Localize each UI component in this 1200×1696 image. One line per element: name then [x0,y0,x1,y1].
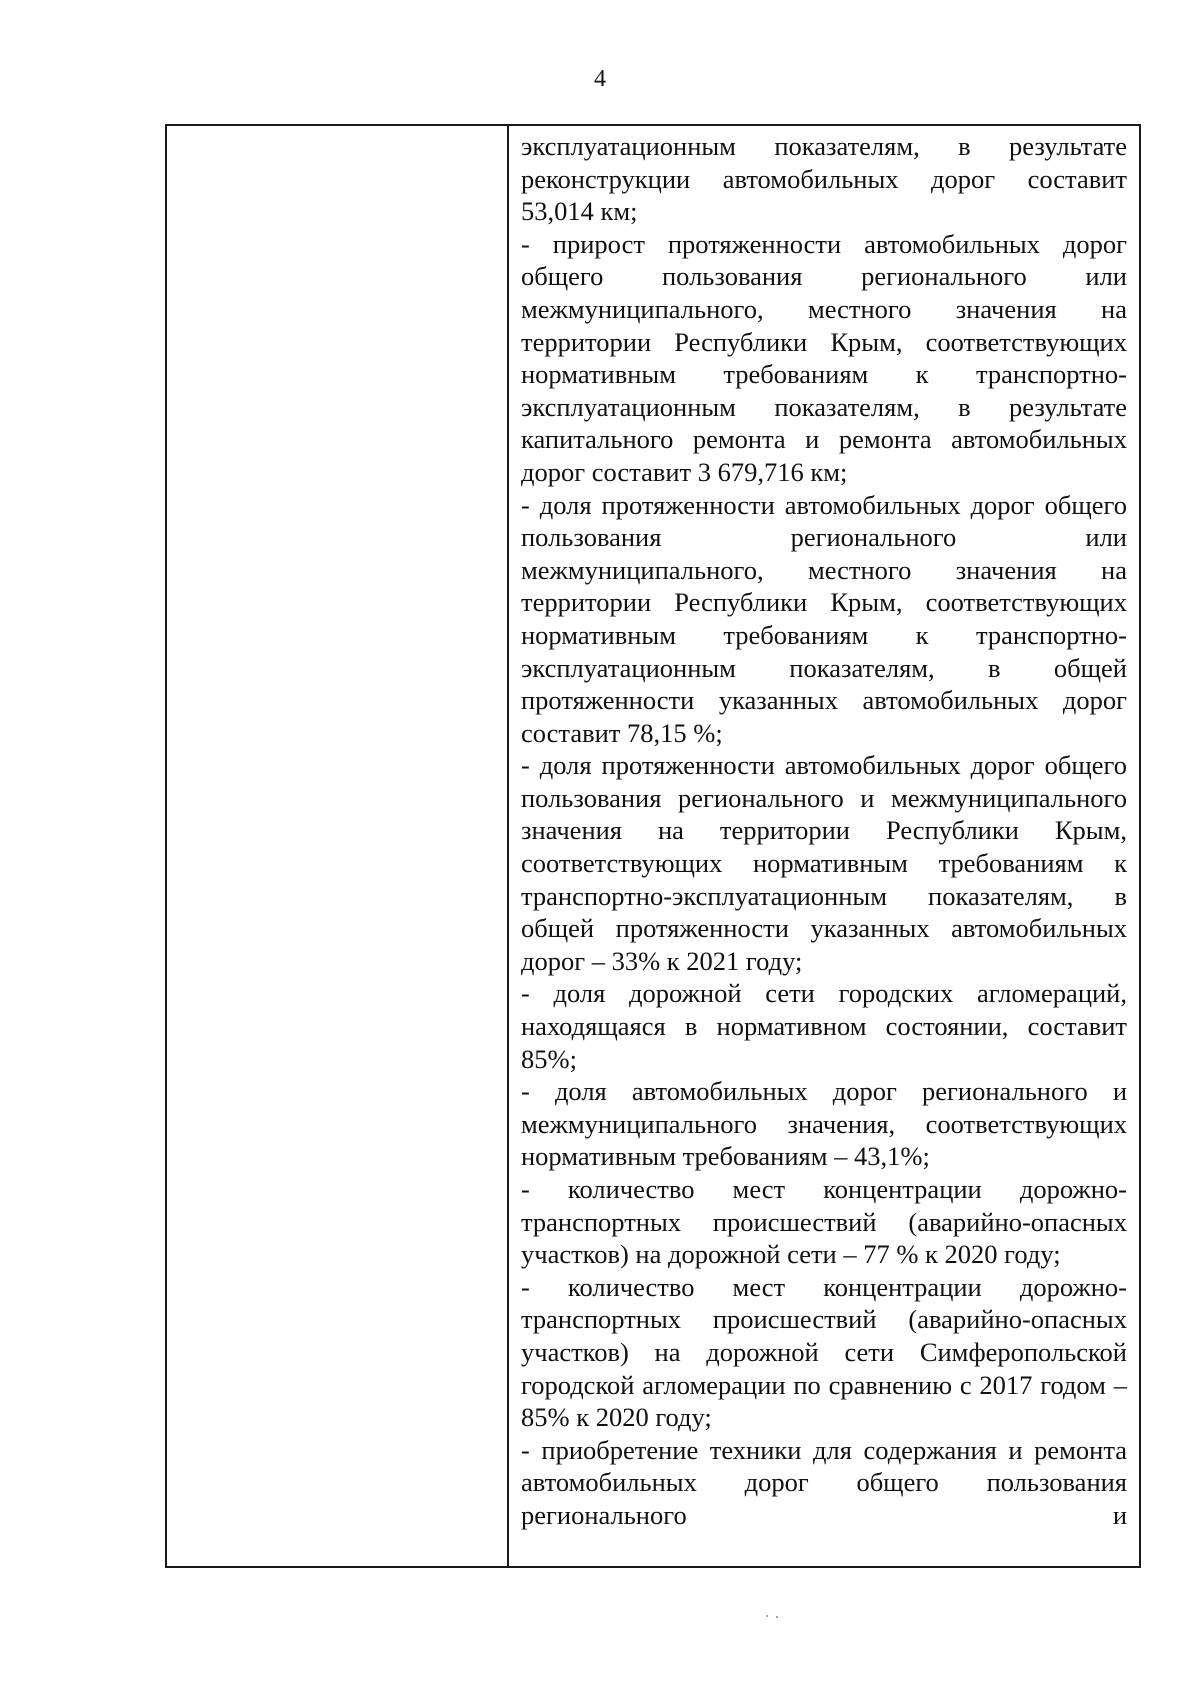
paragraph-share-regional-2021: - доля протяженности автомобильных дорог общего пользования регионального и межмуниципального значения на территории Республики Крым, соответствующих нормативным требованиям к транспортно-эксплуатационным показателям, в общей протяженности указанных автомобильных дорог – 33% к 2021 году; [521,750,1127,976]
scan-artifact [766,1614,780,1618]
table-right-column [509,126,1139,1566]
paragraph-agglomeration-share: - доля дорожной сети городских агломераций, находящаяся в нормативном состоянии, составит 85%; [521,978,1127,1074]
paragraph-accident-spots-simferopol: - количество мест концентрации дорожно-транспортных происшествий (аварийно-опасных участков) на дорожной сети Симферопольской городской агломерации по сравнению с 2017 годом – 85% к 2020 году; [521,1271,1127,1433]
document-table [165,124,1141,1568]
paragraph-accident-spots: - количество мест концентрации дорожно-транспортных происшествий (аварийно-опасных участков) на дорожной сети – 77 % к 2020 году; [521,1174,1127,1270]
paragraph-length-increase: - прирост протяженности автомобильных дорог общего пользования регионального или межмуниципального, местного значения на территории Республики Крым, соответствующих нормативным требованиям к транспортно-эксплуатационным показателям, в результате капитального ремонта и ремонта автомобильных дорог составит 3 679,716 км; [521,228,1127,487]
paragraph-equipment-purchase: - приобретение техники для содержания и ремонта автомобильных дорог общего пользования регионального и [521,1434,1127,1530]
paragraph-reconstruction-result: эксплуатационным показателям, в результате реконструкции автомобильных дорог составит 53,014 км; [521,131,1127,227]
page-number: 4 [594,66,606,92]
paragraph-share-regional-local: - доля протяженности автомобильных дорог общего пользования регионального или межмуниципального, местного значения на территории Республики Крым, соответствующих нормативным требованиям к транспортно-эксплуатационным показателям, в общей протяженности указанных автомобильных дорог составит 78,15 %; [521,489,1127,748]
table-left-column [167,126,509,1566]
paragraph-regulatory-share: - доля автомобильных дорог регионального и межмуниципального значения, соответствующих нормативным требованиям – 43,1%; [521,1076,1127,1172]
